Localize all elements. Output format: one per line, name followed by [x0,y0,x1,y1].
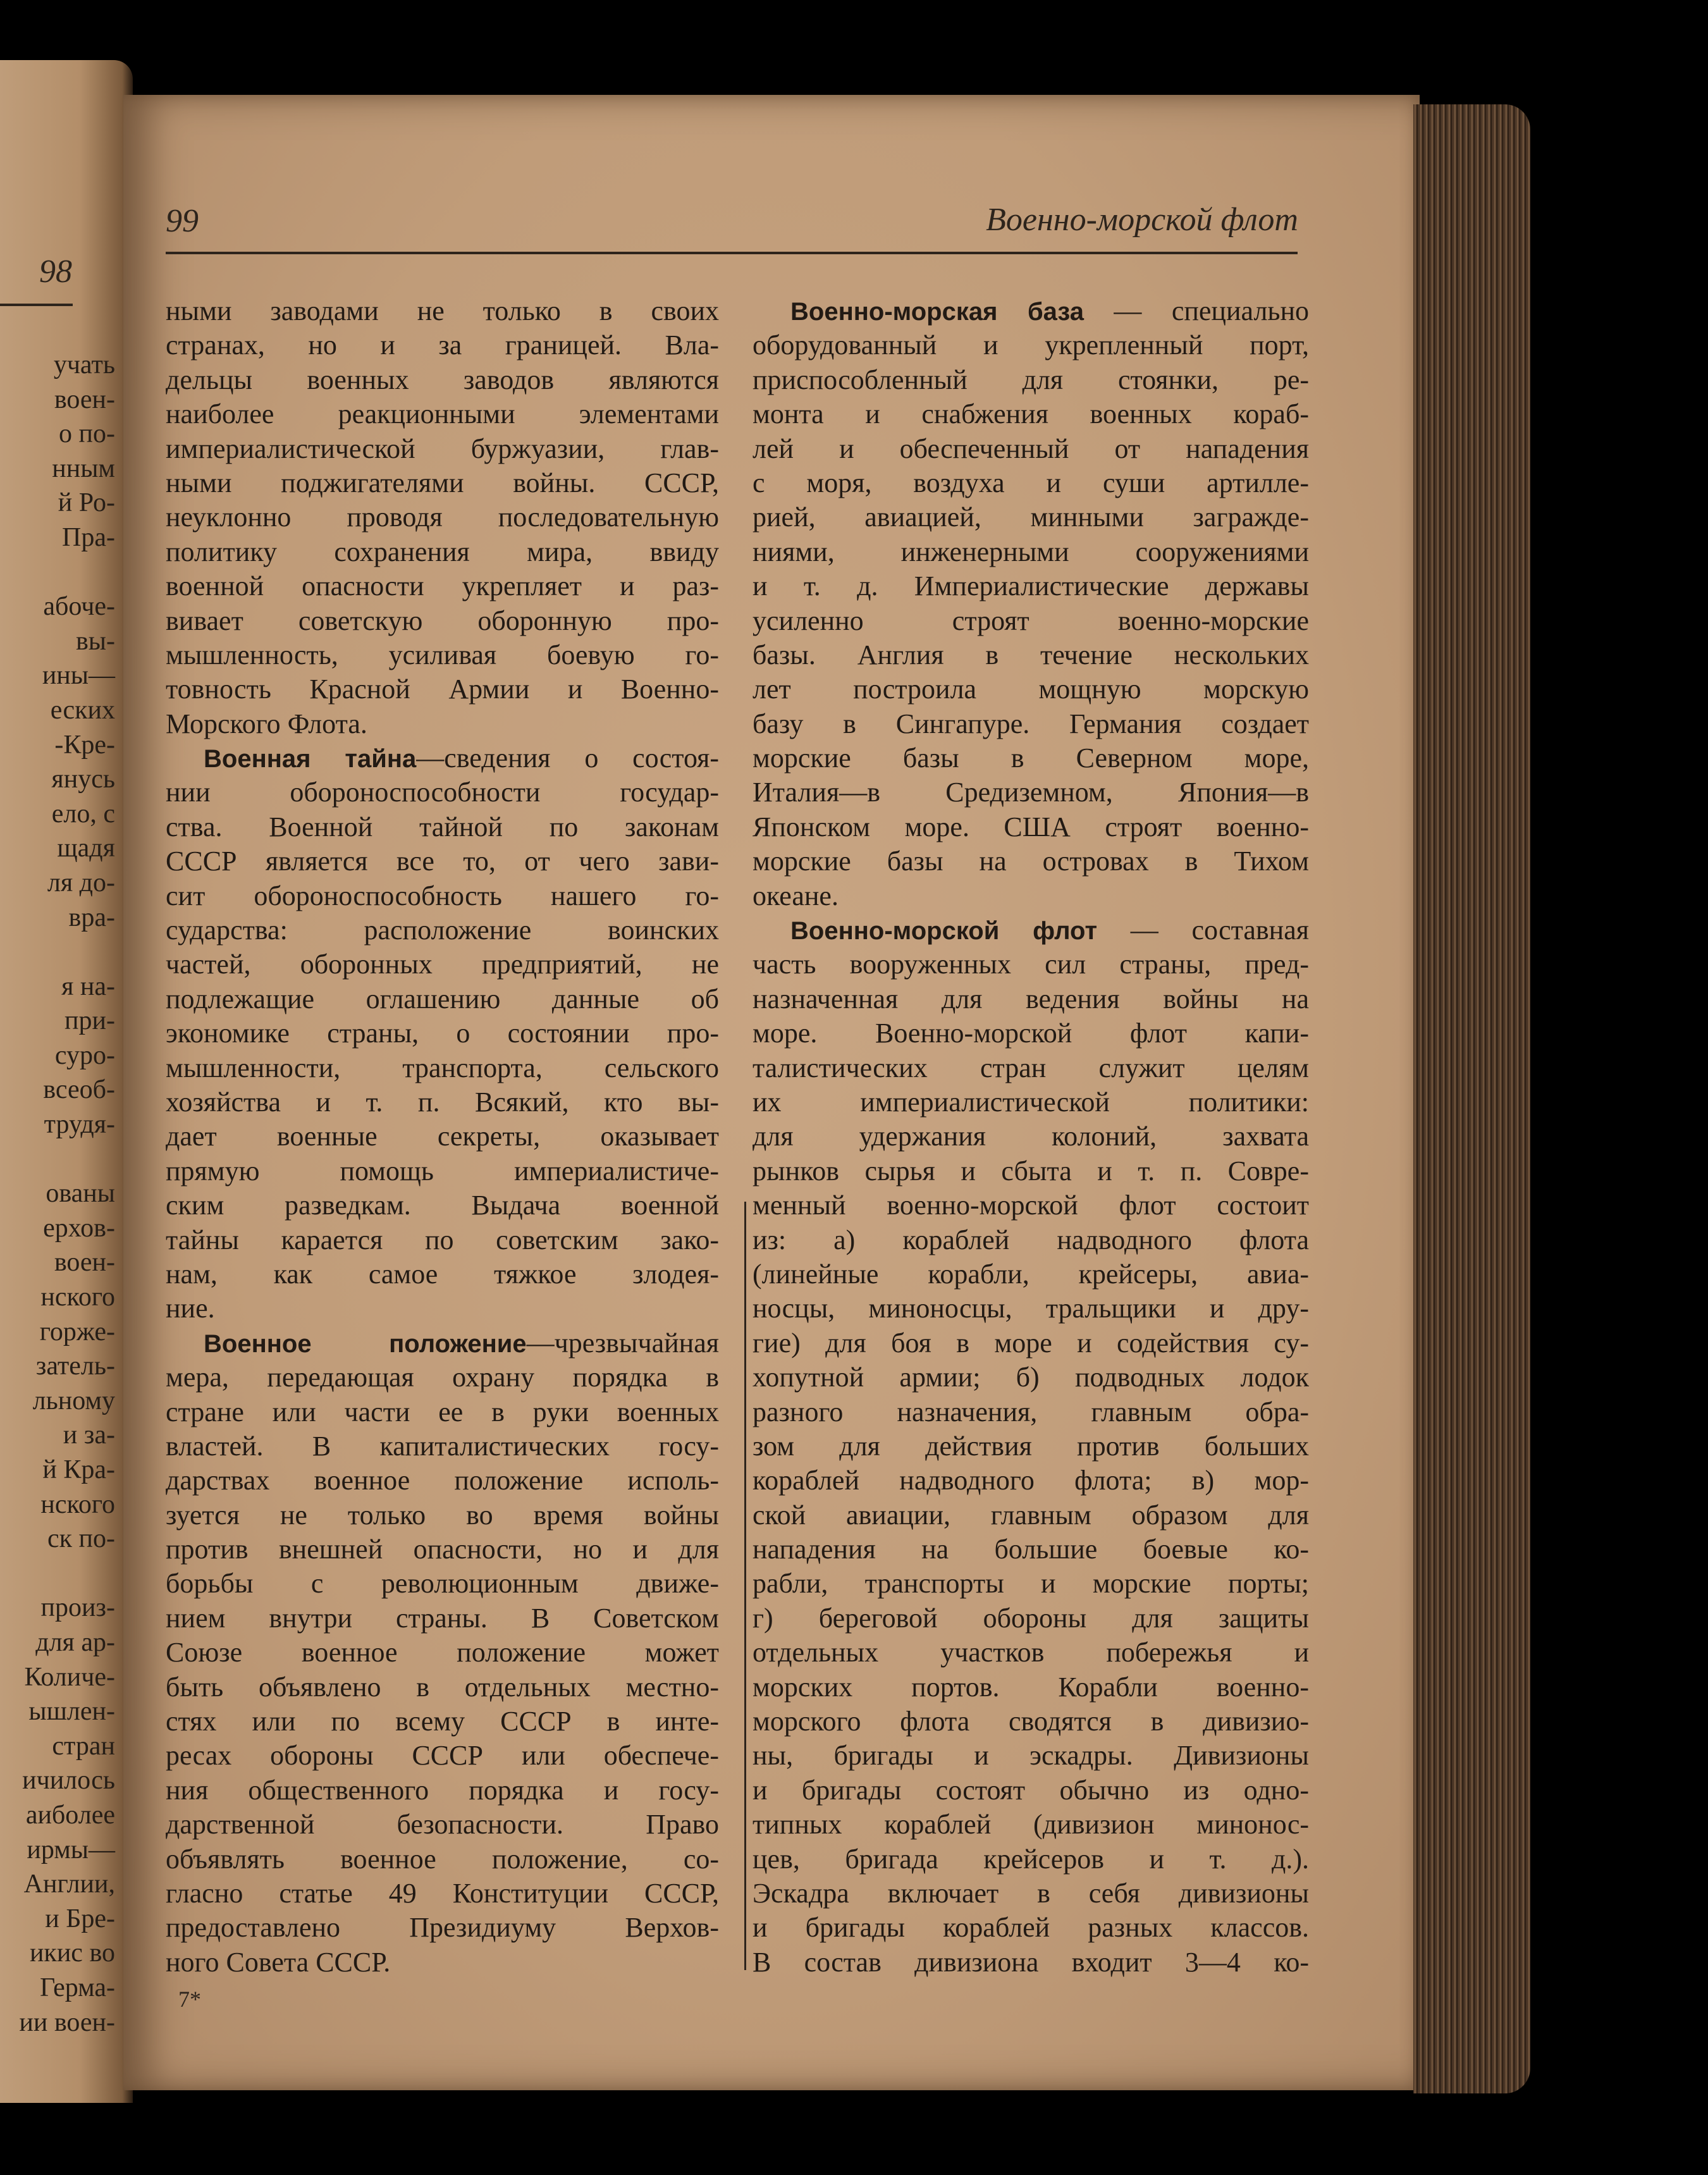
line-text: назначенная для ведения войны на [753,983,1309,1014]
line-text: (линейные корабли, крейсеры, авиа- [753,1258,1309,1290]
text-line [753,1291,1309,1326]
text-line [166,1257,719,1291]
line-text: усиленно строят военно-морские [753,605,1309,636]
text-line [753,982,1309,1016]
line-text: гласно статье 49 Конституции СССР, [166,1877,719,1909]
line-text: дарствах военное положение исполь- [166,1465,719,1496]
fragment-line: нского [40,1283,115,1312]
entry-term: Военно-морская база [790,298,1084,326]
line-text: оборудованный и укрепленный порт, [753,330,1309,361]
entry-term: Военное положение [204,1329,527,1358]
fragment-line: еских [50,695,115,725]
line-text: —сведения о состоя- [416,742,719,774]
line-text: и бригады состоят обычно из одно- [753,1774,1309,1806]
text-line [753,604,1309,638]
text-line [166,363,719,397]
fragment-line [0,555,133,590]
line-text: рией, авиацией, минными загражде- [753,502,1309,533]
previous-page-fragment [0,60,133,2103]
fragment-line: Герма- [39,1973,115,2002]
text-line [166,1808,719,1842]
line-text: лей и обеспеченный от нападения [753,433,1309,464]
text-line [166,638,719,672]
line-text: морских портов. Корабли военно- [753,1671,1309,1703]
fragment-line: при- [65,1006,115,1036]
line-text: предоставлено Президиуму Верхов- [166,1912,719,1944]
line-text: приспособленный для стоянки, ре- [753,364,1309,395]
text-line [166,1188,719,1223]
text-line [753,1704,1309,1739]
line-text: монта и снабжения военных кораб- [753,398,1309,430]
line-text: мера, передающая охрану порядка в [166,1362,719,1393]
fragment-line: суро- [54,1040,115,1070]
fragment-line: ерхов- [43,1213,115,1243]
text-line [166,775,719,810]
page-number: 99 [166,203,199,239]
line-text: — специально [1084,295,1309,326]
previous-page-number: 98 [39,254,72,290]
text-line [753,1463,1309,1498]
fragment-line: стран [52,1731,115,1761]
text-line [753,913,1309,947]
text-line [753,1670,1309,1704]
text-line [753,879,1309,913]
text-line [753,741,1309,775]
text-line [166,879,719,913]
text-line [753,1429,1309,1463]
line-text: рабли, транспорты и морские порты; [753,1568,1309,1599]
line-text: морского флота сводятся в дивизио- [753,1706,1309,1737]
text-line [753,1395,1309,1429]
line-text: и т. д. Империалистические державы [753,570,1309,602]
text-line [166,1395,719,1429]
fragment-line: ело, с [51,799,115,829]
text-line [166,741,719,775]
line-text: носцы, миноносцы, тральщики и дру- [753,1293,1309,1324]
text-line [753,1498,1309,1532]
text-line [753,1601,1309,1636]
fragment-line: нным [52,453,115,483]
line-text: подлежащие оглашению данные об [166,983,719,1014]
text-line [753,500,1309,534]
text-line [753,397,1309,431]
line-text: дает военные секреты, оказывает [166,1121,719,1152]
fragment-line: ии воен- [19,2007,115,2037]
text-line [166,1911,719,1945]
fragment-line: абоче- [43,592,115,622]
text-line [166,1842,719,1876]
text-line [753,844,1309,878]
left-column [166,294,719,1980]
text-line [166,1326,719,1360]
line-text: морские базы в Северном море, [753,742,1309,774]
fragment-line: ышлен- [28,1697,115,1727]
text-line [753,1567,1309,1601]
fragment-line: аиболее [25,1800,115,1830]
line-text: вивает советскую оборонную про- [166,605,719,636]
line-text: лет построила мощную морскую [753,674,1309,705]
text-line [166,1636,719,1670]
line-text: стране или части ее в руки военных [166,1396,719,1427]
fragment-line: воен- [54,385,115,414]
line-text: мышленности, транспорта, сельского [166,1052,719,1083]
line-text: тайны карается по советским зако- [166,1224,719,1255]
line-text: Союзе военное положение может [166,1637,719,1668]
line-text: часть вооруженных сил страны, пред- [753,949,1309,980]
text-line [753,1119,1309,1154]
line-text: зом для действия против больших [753,1430,1309,1462]
fragment-line: вы- [75,626,115,656]
line-text: В состав дивизиона входит 3—4 ко- [753,1946,1309,1978]
text-line [753,1188,1309,1223]
text-line [166,1463,719,1498]
fragment-line: й Кра- [42,1455,115,1484]
line-text: ниями, инженерными сооружениями [753,536,1309,567]
right-column [753,294,1309,1980]
text-line [166,947,719,982]
text-line [753,432,1309,466]
fragment-line: учать [53,350,115,379]
fragment-line: янусь [51,765,115,794]
line-text: хопутной армии; б) подводных лодок [753,1362,1309,1393]
line-text: СССР является все то, от чего зави- [166,846,719,877]
line-text: прямую помощь империалистиче- [166,1155,719,1186]
line-text: Эскадра включает в себя дивизионы [753,1877,1309,1909]
line-text: наиболее реакционными элементами [166,398,719,430]
text-line [753,1016,1309,1051]
fragment-line: й Ро- [58,488,115,518]
line-text: рынков сырья и сбыта и т. п. Совре- [753,1155,1309,1186]
text-line [753,1911,1309,1945]
fragment-line: ирмы— [27,1835,115,1864]
text-line [166,913,719,947]
text-line [166,1498,719,1532]
text-line [166,1670,719,1704]
line-text: ской авиации, главным образом для [753,1499,1309,1531]
line-text: менный военно-морской флот состоит [753,1190,1309,1221]
text-line [753,1360,1309,1395]
line-text: Италия—в Средиземном, Япония—в [753,777,1309,808]
text-line [166,1016,719,1051]
text-line [166,397,719,431]
line-text: империалистической буржуазии, глав- [166,433,719,464]
line-text: Морского Флота. [166,708,367,739]
fragment-line: Англии, [23,1870,115,1899]
line-text: Японском море. США строят военно- [753,811,1309,842]
line-text: море. Военно-морской флот капи- [753,1018,1309,1049]
entry-term: Военно-морской флот [790,917,1098,946]
signature-mark: 7* [178,1987,201,2012]
line-text: сударства: расположение воинских [166,915,719,946]
fragment-line: затель- [35,1352,115,1381]
fragment-line: щадя [57,834,115,863]
line-text: экономике страны, о состоянии про- [166,1018,719,1049]
text-line [753,1223,1309,1257]
text-line [166,535,719,569]
line-text: военной опасности укрепляет и раз- [166,570,719,602]
line-text: сит обороноспособность нашего го- [166,880,719,911]
text-line [753,1636,1309,1670]
text-line [166,1154,719,1188]
text-line [166,1223,719,1257]
line-text: частей, оборонных предприятий, не [166,949,719,980]
text-line [166,1119,719,1154]
previous-page-text [0,348,133,2040]
text-line [753,1842,1309,1876]
text-line [166,432,719,466]
fragment-line: воен- [54,1248,115,1278]
line-text: неуклонно проводя последовательную [166,502,719,533]
fragment-line: -Кре- [54,730,115,760]
line-text: типных кораблей (дивизион минонос- [753,1809,1309,1840]
line-text: базу в Сингапуре. Германия создает [753,708,1309,739]
text-line [753,707,1309,741]
line-text: быть объявлено в отдельных местно- [166,1671,719,1703]
fragment-line: всеоб- [43,1075,115,1105]
text-line [166,1051,719,1085]
line-text: ния общественного порядка и госу- [166,1774,719,1806]
text-line [753,672,1309,706]
text-line [753,1773,1309,1808]
text-line [166,1360,719,1395]
line-text: — составная [1097,915,1309,946]
line-text: отдельных участков побережья и [753,1637,1309,1668]
fragment-line: трудя- [44,1110,115,1140]
line-text: ными поджигателями войны. СССР, [166,467,719,498]
text-line [753,466,1309,500]
previous-page-header-rule [0,304,73,306]
text-line [166,844,719,878]
fragment-line: для ар- [35,1627,115,1657]
text-line [166,982,719,1016]
line-text: кораблей надводного флота; в) мор- [753,1465,1309,1496]
text-line [166,466,719,500]
line-text: борьбы с революционным движе- [166,1568,719,1599]
text-line [166,1945,719,1980]
line-text: нии обороноспособности государ- [166,777,719,808]
text-line [166,707,719,741]
text-line [166,1739,719,1773]
text-line [753,1808,1309,1842]
line-text: морские базы на островах в Тихом [753,846,1309,877]
text-line [753,1085,1309,1119]
text-line [753,1257,1309,1291]
text-line [753,1532,1309,1567]
line-text: стях или по всему СССР в инте- [166,1706,719,1737]
line-text: властей. В капиталистических госу- [166,1430,719,1462]
fragment-line: ованы [46,1179,115,1209]
text-line [166,1291,719,1326]
line-text: талистических стран служит целям [753,1052,1309,1083]
fragment-line: ля до- [47,868,115,897]
line-text: океане. [753,880,839,911]
line-text: ного Совета СССР. [166,1946,391,1978]
fragment-line: и Бре- [45,1904,115,1933]
text-line [166,569,719,603]
fragment-line: ичилось [22,1766,115,1796]
header-rule [166,252,1298,254]
text-line [753,775,1309,810]
line-text: товность Красной Армии и Военно- [166,674,719,705]
text-line [166,810,719,844]
line-text: против внешней опасности, но и для [166,1534,719,1565]
line-text: цев, бригада крейсеров и т. д.). [753,1843,1309,1875]
line-text: разного назначения, главным обра- [753,1396,1309,1427]
text-line [166,1532,719,1567]
text-line [166,1704,719,1739]
fragment-line [0,1556,133,1591]
text-line [166,1601,719,1636]
line-text: политику сохранения мира, ввиду [166,536,719,567]
text-line [753,1739,1309,1773]
fragment-line [0,1142,133,1177]
text-line [166,328,719,362]
text-line [166,500,719,534]
line-text: нам, как самое тяжкое злодея- [166,1258,719,1290]
fragment-line: я на- [61,971,115,1001]
text-line [166,672,719,706]
text-line [753,638,1309,672]
text-line [166,1085,719,1119]
running-head: Военно-морской флот [986,202,1298,238]
line-text: —чрезвычайная [526,1327,719,1359]
line-text: ние. [166,1293,215,1324]
text-line [166,604,719,638]
line-text: нием внутри страны. В Советском [166,1602,719,1634]
fragment-line: и за- [63,1420,115,1450]
text-line [753,535,1309,569]
line-text: странах, но и за границей. Вла- [166,330,719,361]
text-line [753,947,1309,982]
text-line [753,1326,1309,1360]
line-text: с моря, воздуха и суши артилле- [753,467,1309,498]
text-line [753,1051,1309,1085]
line-text: их империалистической политики: [753,1086,1309,1118]
line-text: ны, бригады и эскадры. Дивизионы [753,1740,1309,1771]
line-text: нападения на большие боевые ко- [753,1534,1309,1565]
fragment-line [0,935,133,970]
line-text: из: а) кораблей надводного флота [753,1224,1309,1255]
fragment-line: вра- [68,903,115,932]
line-text: ства. Военной тайной по законам [166,811,719,842]
line-text: хозяйства и т. п. Всякий, кто вы- [166,1086,719,1118]
page-edges [1413,104,1530,2093]
text-line [166,294,719,328]
fragment-line: нского [40,1489,115,1519]
column-divider [744,1202,746,1970]
fragment-line: Количе- [24,1662,115,1692]
fragment-line: о по- [59,419,115,449]
line-text: для удержания колоний, захвата [753,1121,1309,1152]
line-text: г) береговой обороны для защиты [753,1602,1309,1634]
fragment-line: льному [32,1386,115,1415]
line-text: мышленность, усиливая боевую го- [166,639,719,670]
text-line [753,294,1309,328]
fragment-line: горже- [39,1317,115,1346]
text-line [166,1773,719,1808]
line-text: гие) для боя в море и содействия су- [753,1327,1309,1359]
text-line [753,1945,1309,1980]
line-text: ресах обороны СССР или обеспече- [166,1740,719,1771]
text-line [753,1154,1309,1188]
fragment-line: икис во [29,1938,115,1968]
line-text: ными заводами не только в своих [166,295,719,326]
line-text: и бригады кораблей разных классов. [753,1912,1309,1944]
fragment-line: произ- [40,1593,115,1623]
fragment-line: ины— [42,661,115,691]
text-line [753,810,1309,844]
line-text: объявлять военное положение, со- [166,1843,719,1875]
line-text: дарственной безопасности. Право [166,1809,719,1840]
text-line [753,1876,1309,1911]
line-text: ским разведкам. Выдача военной [166,1190,719,1221]
line-text: зуется не только во время войны [166,1499,719,1531]
fragment-line: ск по- [47,1524,115,1554]
text-line [166,1876,719,1911]
line-text: дельцы военных заводов являются [166,364,719,395]
fragment-line: Пра- [62,522,115,552]
entry-term: Военная тайна [204,745,417,773]
line-text: базы. Англия в течение нескольких [753,639,1309,670]
text-line [166,1567,719,1601]
text-line [753,363,1309,397]
text-line [753,569,1309,603]
text-line [753,328,1309,362]
text-line [166,1429,719,1463]
